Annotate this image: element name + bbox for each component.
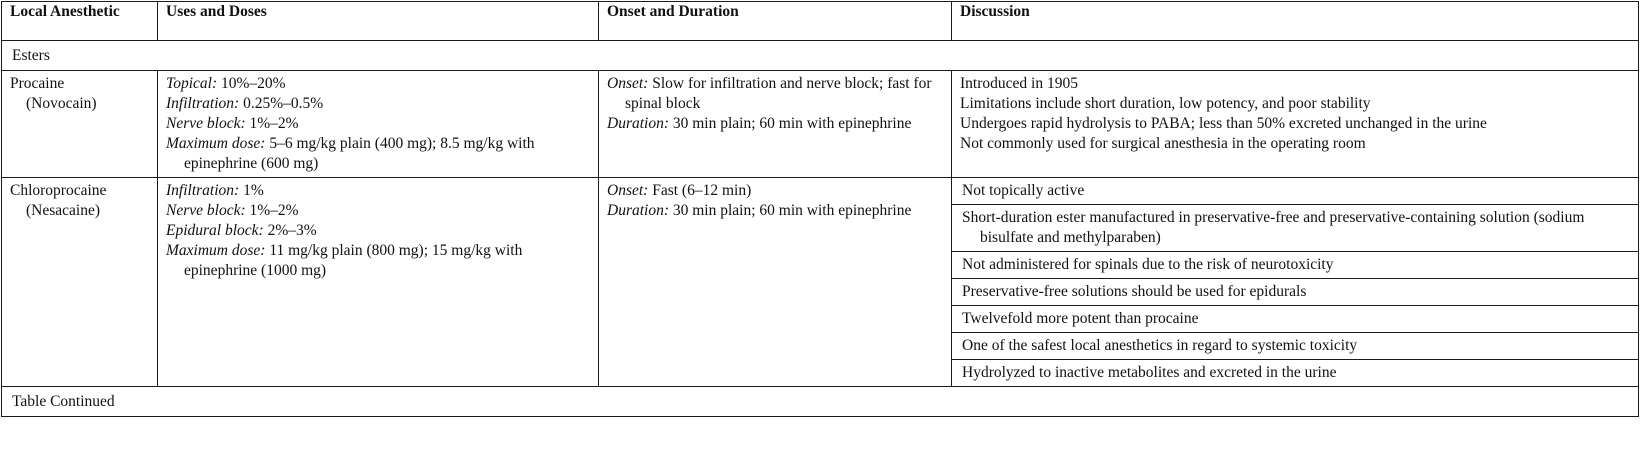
- discussion-item: Undergoes rapid hydrolysis to PABA; less than 50% excreted unchanged in the urine: [960, 115, 1487, 132]
- discussion-item: Limitations include short duration, low potency, and poor stability: [960, 95, 1371, 112]
- table-row: [2, 178, 1639, 205]
- discussion-item: Not topically active: [962, 182, 1085, 199]
- header-discussion: Discussion: [952, 2, 1639, 41]
- onset-text: Fast (6–12 min): [648, 182, 752, 199]
- duration-item: [607, 201, 943, 221]
- discussion-cell: [952, 360, 1639, 387]
- onset-cell: [599, 71, 952, 178]
- use-label: Infiltration:: [166, 95, 240, 112]
- drug-brand: (Nesacaine): [26, 202, 101, 219]
- use-label: Maximum dose:: [166, 242, 266, 259]
- discussion-cell: [952, 306, 1639, 333]
- use-text: 1%–2%: [245, 115, 299, 132]
- use-label: Epidural block:: [166, 222, 264, 239]
- discussion-cell: [952, 71, 1639, 178]
- use-text: 5–6 mg/kg plain (400 mg); 8.5 mg/kg with epinephrine (600 mg): [184, 135, 535, 172]
- use-label: Nerve block:: [166, 115, 246, 132]
- duration-label: Duration:: [607, 115, 669, 132]
- use-item: [166, 181, 590, 201]
- use-label: Topical:: [166, 75, 218, 92]
- use-item: [166, 201, 590, 221]
- drug-cell: [2, 178, 158, 387]
- use-item: [166, 114, 590, 134]
- header-row: [2, 2, 1639, 41]
- use-label: Maximum dose:: [166, 135, 266, 152]
- discussion-item: Introduced in 1905: [960, 75, 1078, 92]
- header-local-anesthetic: Local Anesthetic: [2, 2, 158, 41]
- discussion-cell: [952, 279, 1639, 306]
- use-item: [166, 221, 590, 241]
- uses-cell: [158, 71, 599, 178]
- uses-cell: [158, 178, 599, 387]
- drug-name: Chloroprocaine: [10, 182, 107, 199]
- drug-brand: (Novocain): [26, 95, 97, 112]
- drug-name: Procaine: [10, 75, 65, 92]
- section-row-esters: [2, 41, 1639, 71]
- use-text: 1%: [239, 182, 264, 199]
- use-label: Infiltration:: [166, 182, 240, 199]
- section-label: Esters: [2, 41, 1639, 71]
- discussion-item: Hydrolyzed to inactive metabolites and excreted in the urine: [962, 364, 1337, 381]
- onset-item: [607, 181, 943, 201]
- use-item: [166, 74, 590, 94]
- onset-cell: [599, 178, 952, 387]
- use-text: 2%–3%: [263, 222, 317, 239]
- discussion-item: Preservative-free solutions should be used for epidurals: [962, 283, 1307, 300]
- duration-text: 30 min plain; 60 min with epinephrine: [669, 115, 912, 132]
- discussion-item: Short-duration ester manufactured in preservative-free and preservative-containing solution (sodium bisulfate and methylparaben): [962, 209, 1585, 246]
- onset-label: Onset:: [607, 182, 649, 199]
- duration-item: [607, 114, 943, 134]
- use-label: Nerve block:: [166, 202, 246, 219]
- footer-row: [2, 387, 1639, 417]
- use-text: 0.25%–0.5%: [239, 95, 324, 112]
- onset-text: Slow for infiltration and nerve block; fast for spinal block: [625, 75, 932, 112]
- discussion-item: One of the safest local anesthetics in regard to systemic toxicity: [962, 337, 1358, 354]
- use-text: 10%–20%: [217, 75, 286, 92]
- discussion-item: Twelvefold more potent than procaine: [962, 310, 1199, 327]
- table-row: [2, 71, 1639, 178]
- use-item: [166, 241, 590, 281]
- table-continued: Table Continued: [2, 387, 1639, 417]
- use-item: [166, 134, 590, 174]
- use-text: 11 mg/kg plain (800 mg); 15 mg/kg with epinephrine (1000 mg): [184, 242, 523, 279]
- onset-label: Onset:: [607, 75, 649, 92]
- discussion-cell: [952, 178, 1639, 205]
- discussion-item: Not commonly used for surgical anesthesia in the operating room: [960, 135, 1366, 152]
- use-item: [166, 94, 590, 114]
- duration-text: 30 min plain; 60 min with epinephrine: [669, 202, 912, 219]
- onset-item: [607, 74, 943, 114]
- discussion-cell: [952, 205, 1639, 252]
- header-onset-duration: Onset and Duration: [599, 2, 952, 41]
- duration-label: Duration:: [607, 202, 669, 219]
- anesthetic-table: [1, 1, 1639, 417]
- discussion-cell: [952, 333, 1639, 360]
- use-text: 1%–2%: [245, 202, 299, 219]
- discussion-cell: [952, 252, 1639, 279]
- drug-cell: [2, 71, 158, 178]
- header-uses-doses: Uses and Doses: [158, 2, 599, 41]
- discussion-item: Not administered for spinals due to the risk of neurotoxicity: [962, 256, 1334, 273]
